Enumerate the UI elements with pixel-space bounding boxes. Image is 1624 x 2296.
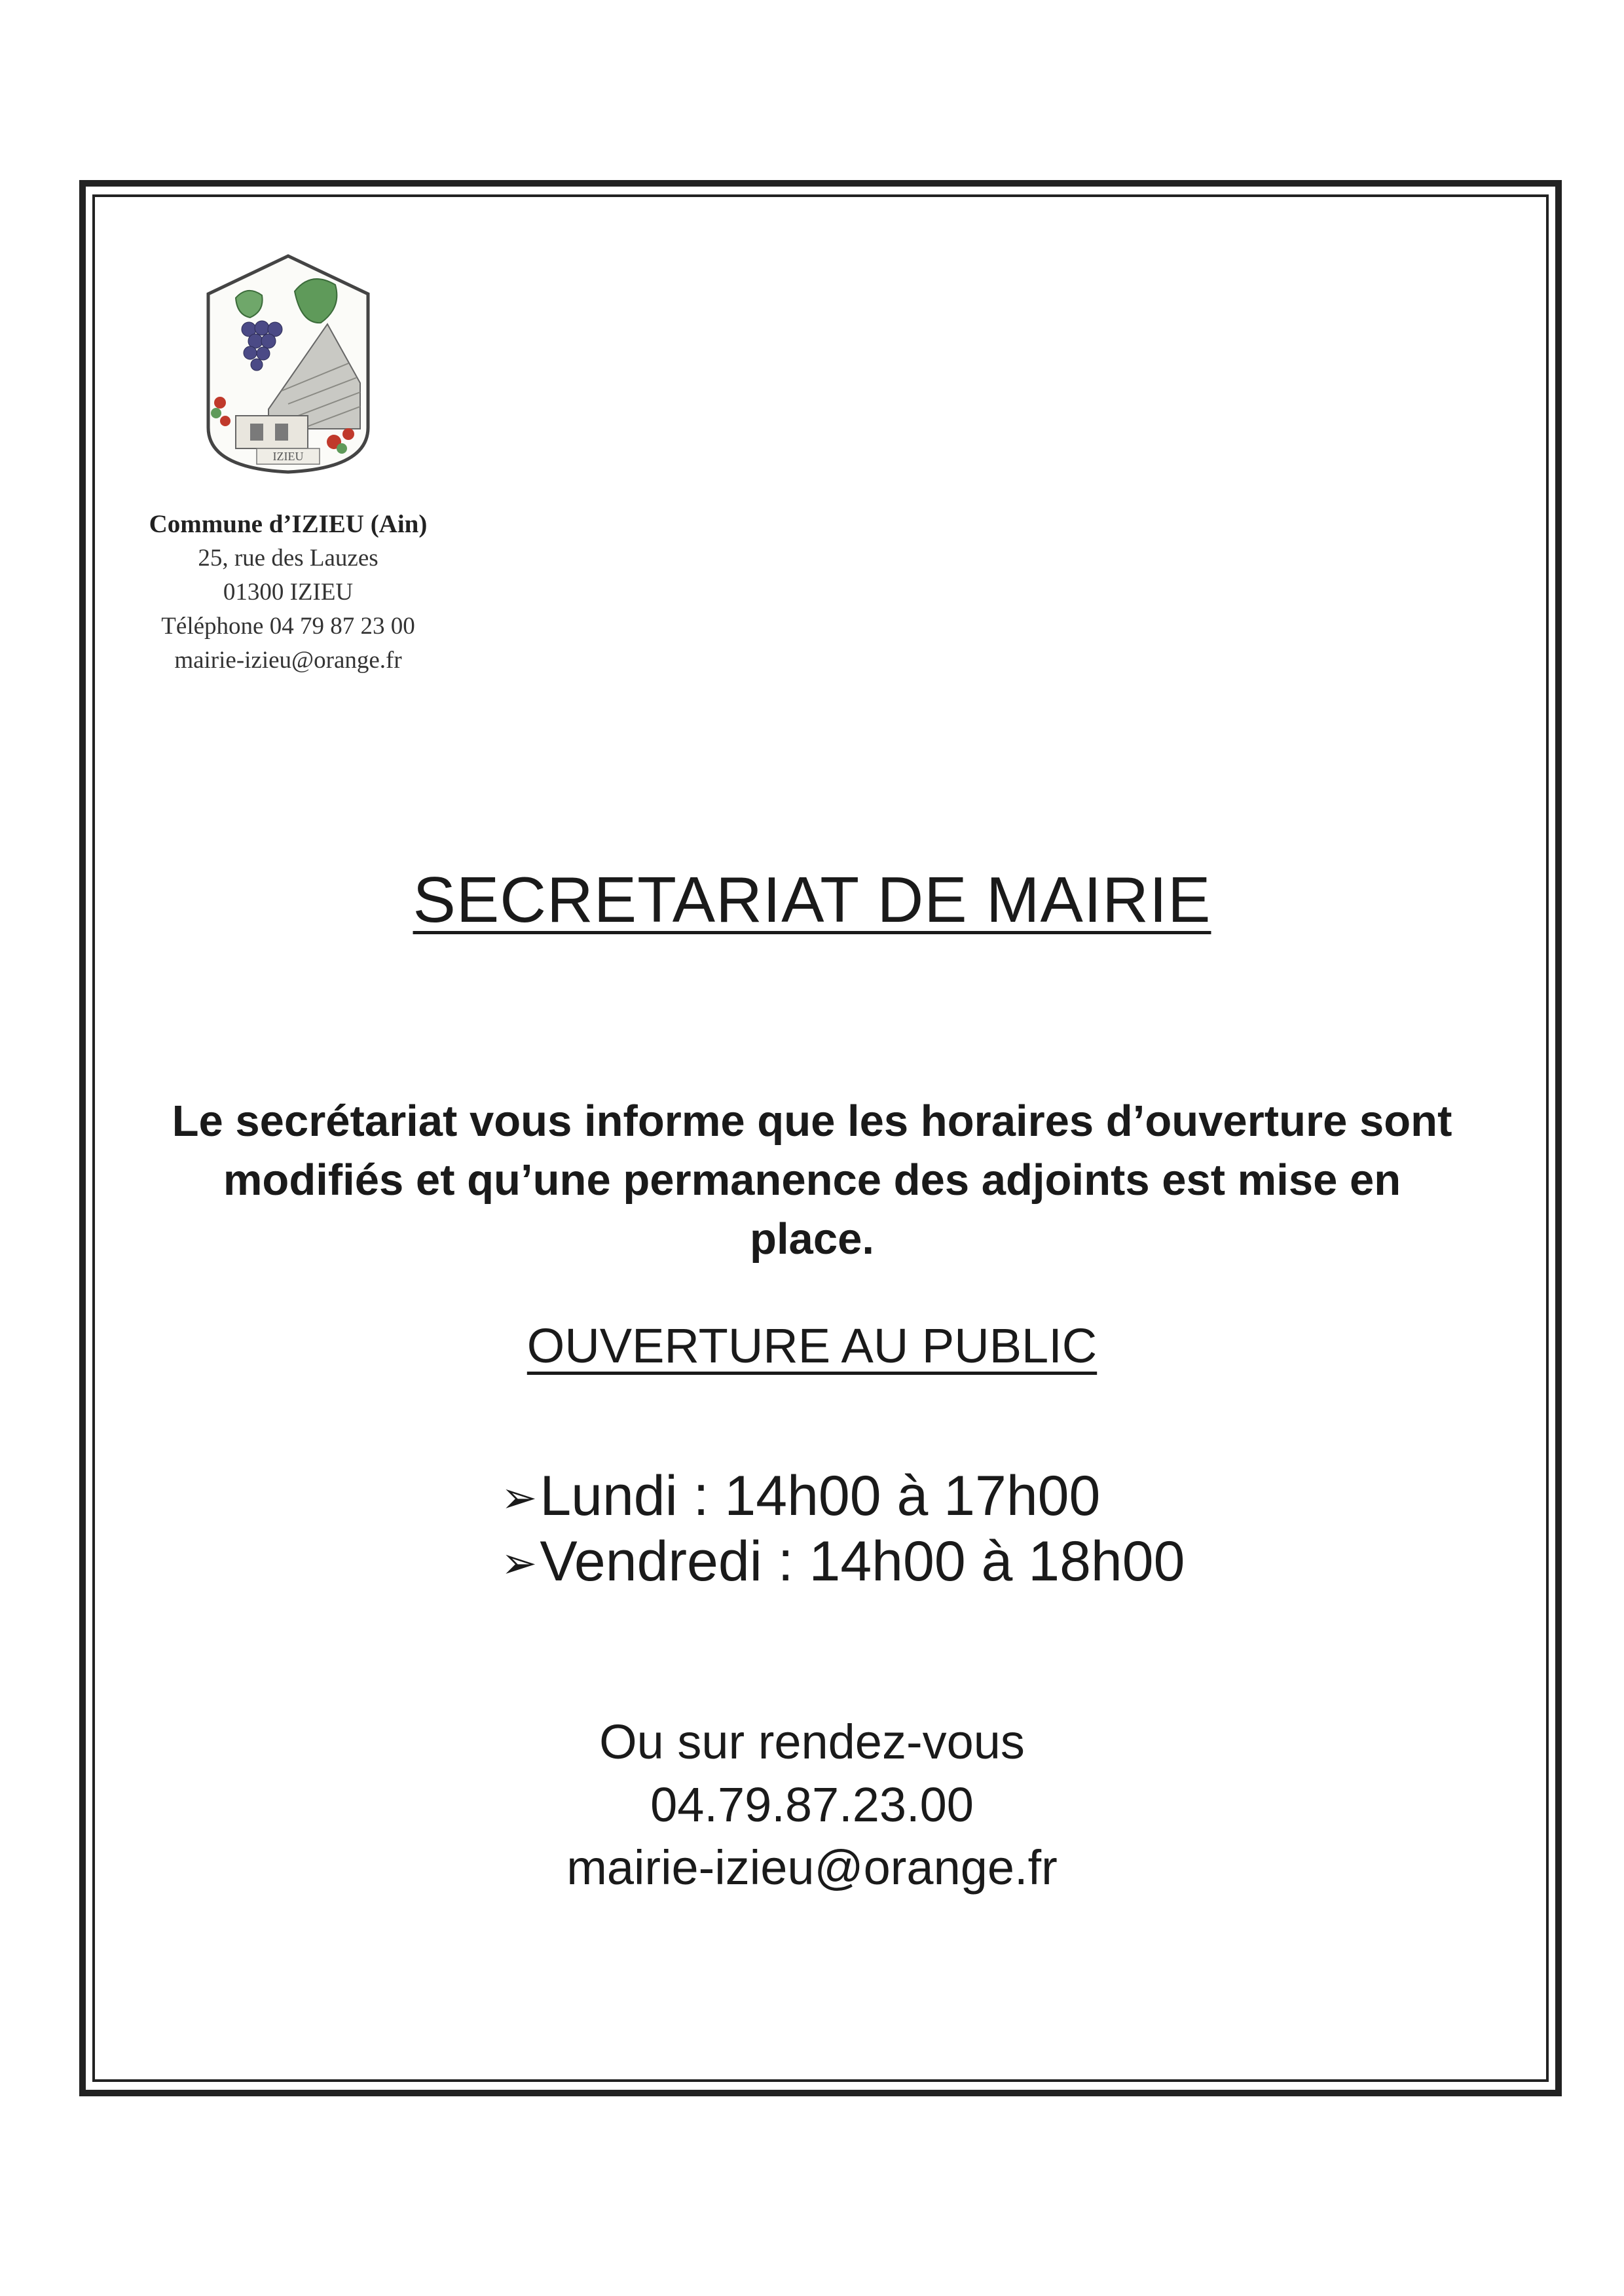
hours-friday: Vendredi : 14h00 à 18h00 [540,1530,1185,1593]
list-item [501,1463,1185,1529]
address-street: 25, rue des Lauzes [198,545,378,572]
notice-line: Le secrétariat vous informe que les horaires d’ouverture sont [172,1097,1452,1146]
opening-heading [0,1318,1624,1374]
address-city: 01300 IZIEU [223,579,354,606]
commune-name: Commune d’IZIEU (Ain) [149,510,428,538]
notice-line: modifiés et qu’une permanence des adjoints est mise en [223,1156,1401,1205]
commune-address [118,507,458,678]
contact-phone: 04.79.87.23.00 [650,1777,974,1832]
address-phone: Téléphone 04 79 87 23 00 [161,613,415,640]
logo-text: IZIEU [272,450,304,463]
address-email: mairie-izieu@orange.fr [174,647,402,674]
notice-paragraph [92,1092,1532,1269]
arrow-bullet-icon: ➢ [501,1473,538,1522]
contact-email: mairie-izieu@orange.fr [566,1840,1058,1895]
izieu-coat-of-arms-icon [196,252,380,475]
hours-monday: Lundi : 14h00 à 17h00 [540,1465,1101,1527]
contact-block [0,1711,1624,1899]
notice-line: place. [750,1214,874,1264]
opening-heading-text: OUVERTURE AU PUBLIC [526,1319,1098,1373]
appointment-text: Ou sur rendez-vous [599,1715,1025,1769]
list-item [501,1529,1185,1594]
opening-hours-list [501,1463,1185,1594]
page-title-text: SECRETARIAT DE MAIRIE [413,864,1211,936]
arrow-bullet-icon: ➢ [501,1539,538,1587]
page-title [0,863,1624,937]
